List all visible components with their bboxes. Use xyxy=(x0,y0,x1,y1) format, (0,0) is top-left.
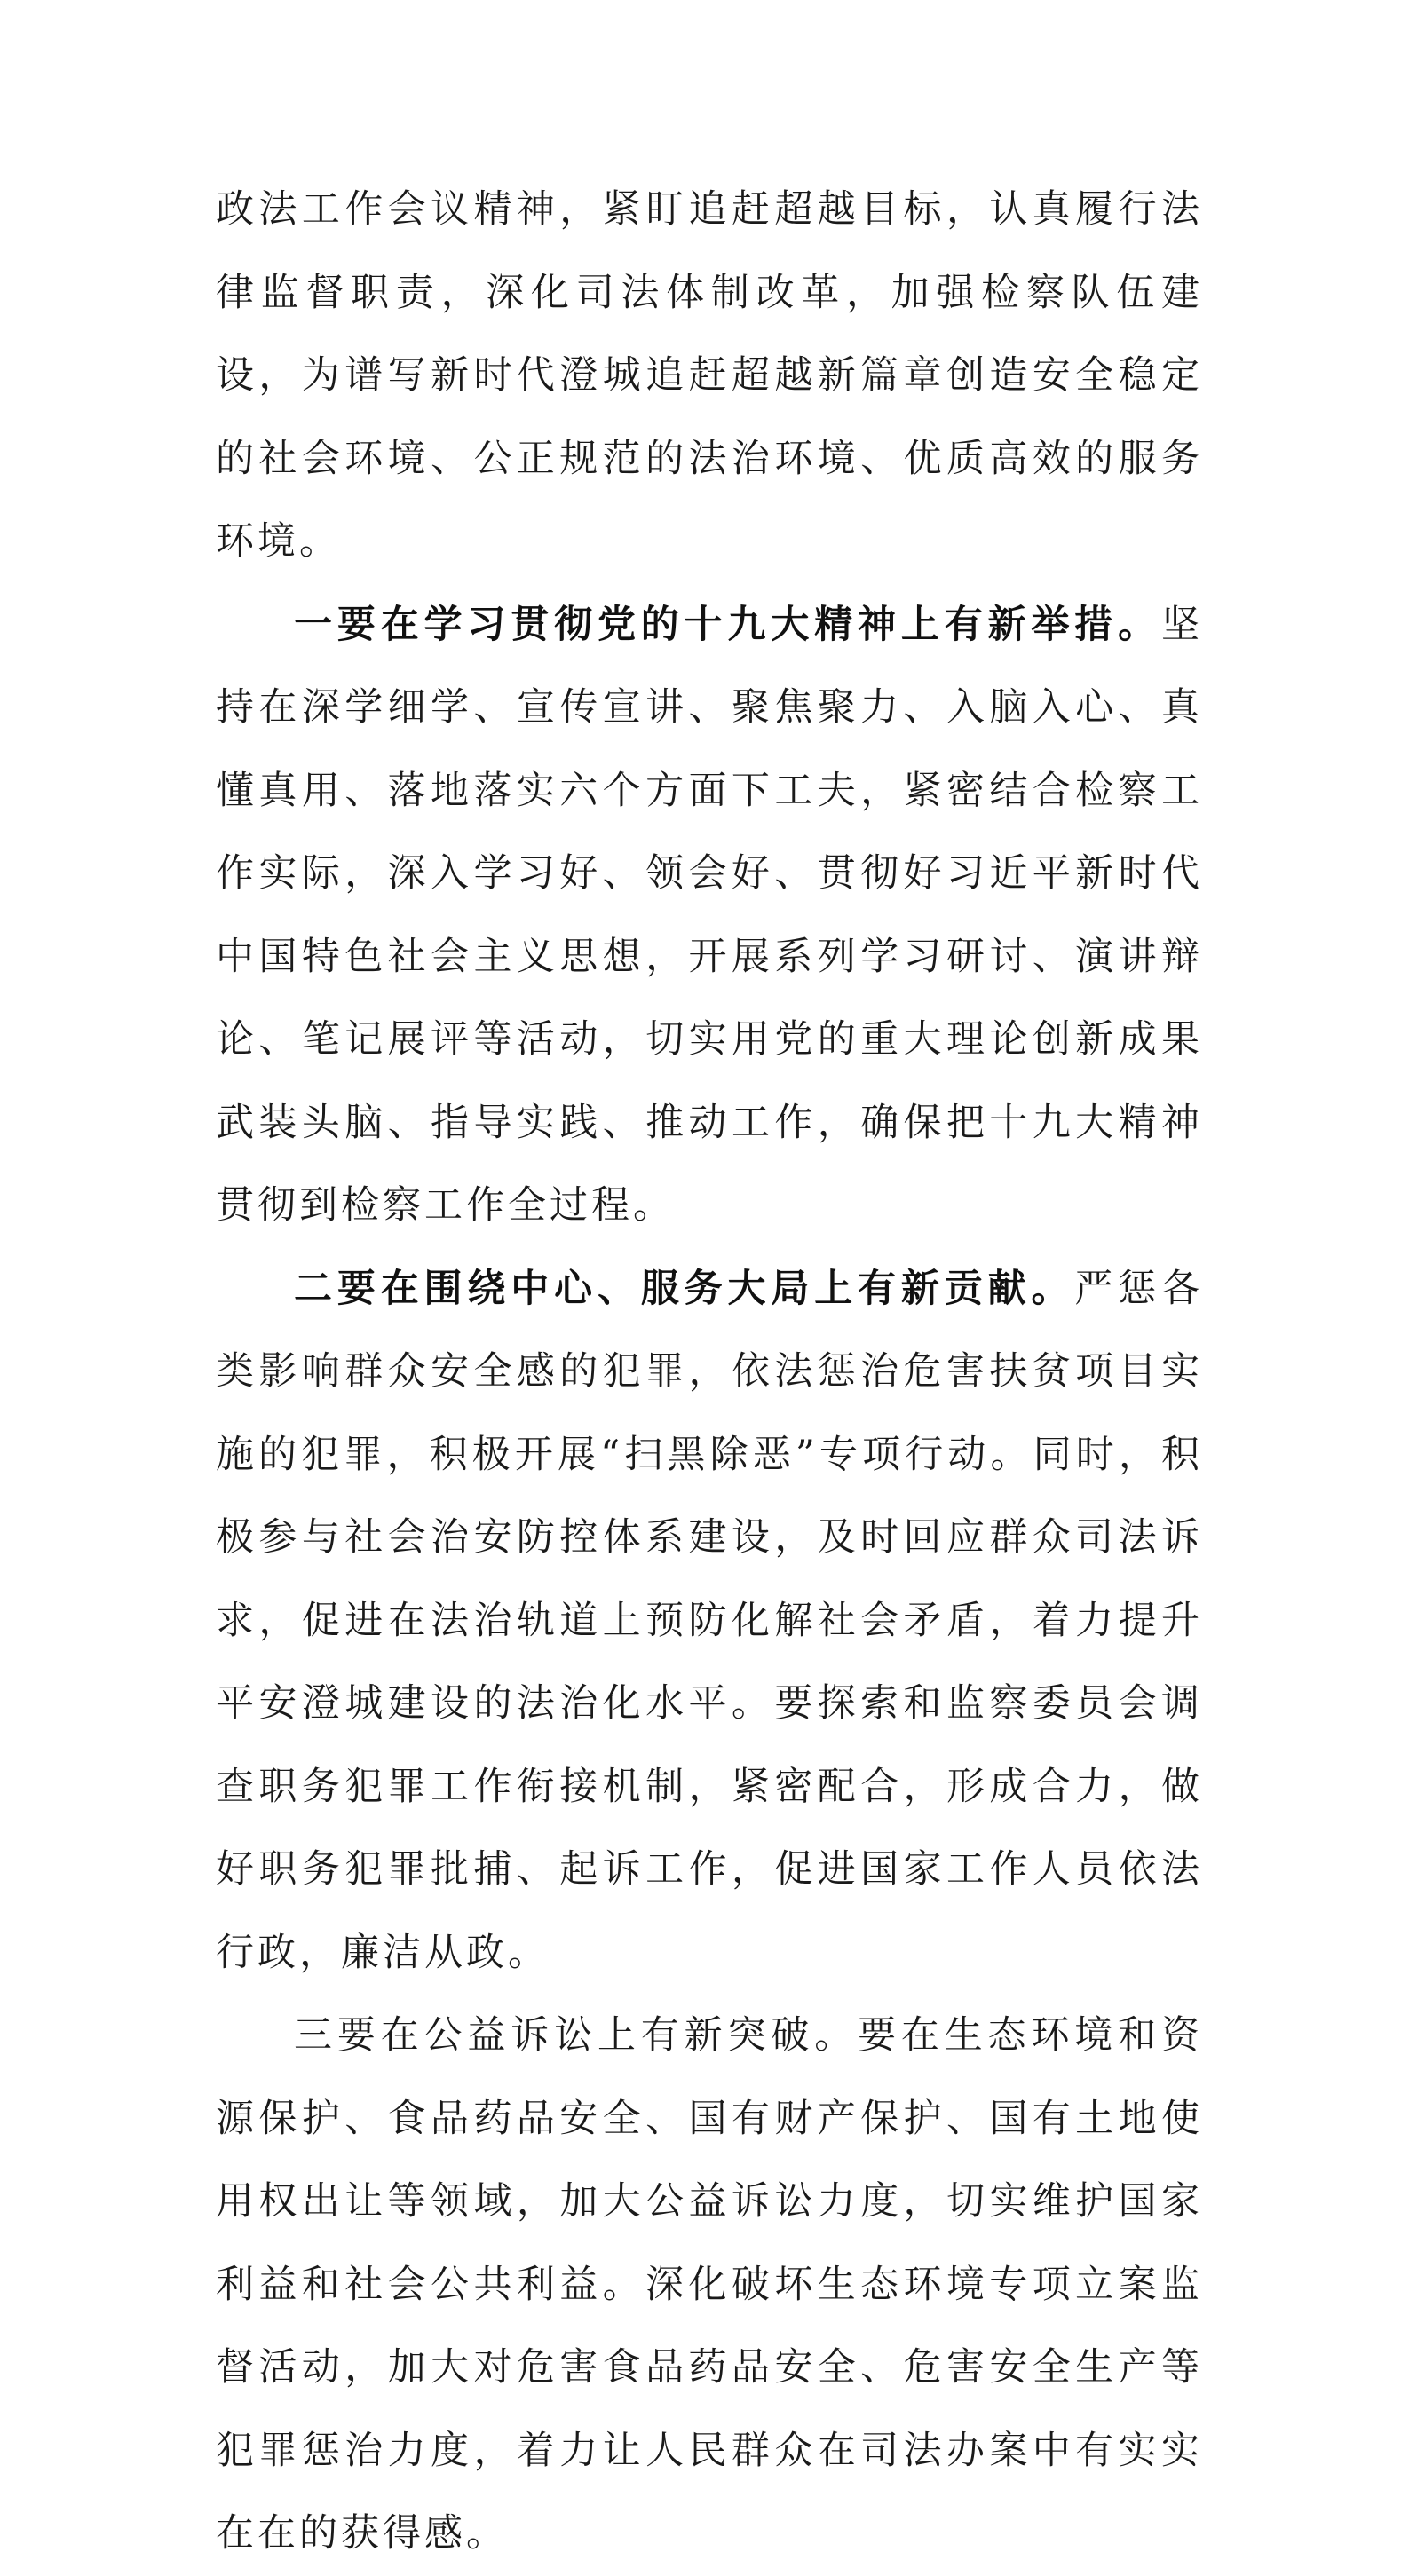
paragraph-point-three-heading: 三要在公益诉讼上有新突破。 xyxy=(294,2013,859,2058)
paragraph-point-two xyxy=(216,1248,1203,1995)
paragraph-point-one xyxy=(216,584,1203,1248)
paragraph-point-two-heading: 二要在围绕中心、服务大局上有新贡献。 xyxy=(294,1266,1075,1311)
paragraph-point-three xyxy=(216,1995,1203,2576)
paragraph-intro xyxy=(216,169,1203,584)
paragraph-point-one-heading: 一要在学习贯彻党的十九大精神上有新举措。 xyxy=(294,602,1161,647)
document-body xyxy=(216,169,1203,2576)
paragraph-point-two-text: 严惩各类影响群众安全感的犯罪，依法惩治危害扶贫项目实施的犯罪，积极开展“扫黑除恶”专项行动。同时，积极参与社会治安防控体系建设，及时回应群众司法诉求，促进在法治轨道上预防化解社会矛盾，着力提升平安澄城建设的法治化水平。要探索和监察委员会调查职务犯罪工作衔接机制，紧密配合，形成合力，做好职务犯罪批捕、起诉工作，促进国家工作人员依法行政，廉洁从政。 xyxy=(216,1266,1204,1975)
paragraph-point-three-text: 要在生态环境和资源保护、食品药品安全、国有财产保护、国有土地使用权出让等领域，加大公益诉讼力度，切实维护国家利益和社会公共利益。深化破坏生态环境专项立案监督活动，加大对危害食品药品安全、危害安全生产等犯罪惩治力度，着力让人民群众在司法办案中有实实在在的获得感。 xyxy=(216,2013,1204,2556)
paragraph-intro-text: 政法工作会议精神，紧盯追赶超越目标，认真履行法律监督职责，深化司法体制改革，加强检察队伍建设，为谱写新时代澄城追赶超越新篇章创造安全稳定的社会环境、公正规范的法治环境、优质高效的服务环境。 xyxy=(216,187,1203,564)
paragraph-point-one-text: 坚持在深学细学、宣传宣讲、聚焦聚力、入脑入心、真懂真用、落地落实六个方面下工夫，紧密结合检察工作实际，深入学习好、领会好、贯彻好习近平新时代中国特色社会主义思想，开展系列学习研讨、演讲辩论、笔记展评等活动，切实用党的重大理论创新成果武装头脑、指导实践、推动工作，确保把十九大精神贯彻到检察工作全过程。 xyxy=(216,602,1203,1228)
